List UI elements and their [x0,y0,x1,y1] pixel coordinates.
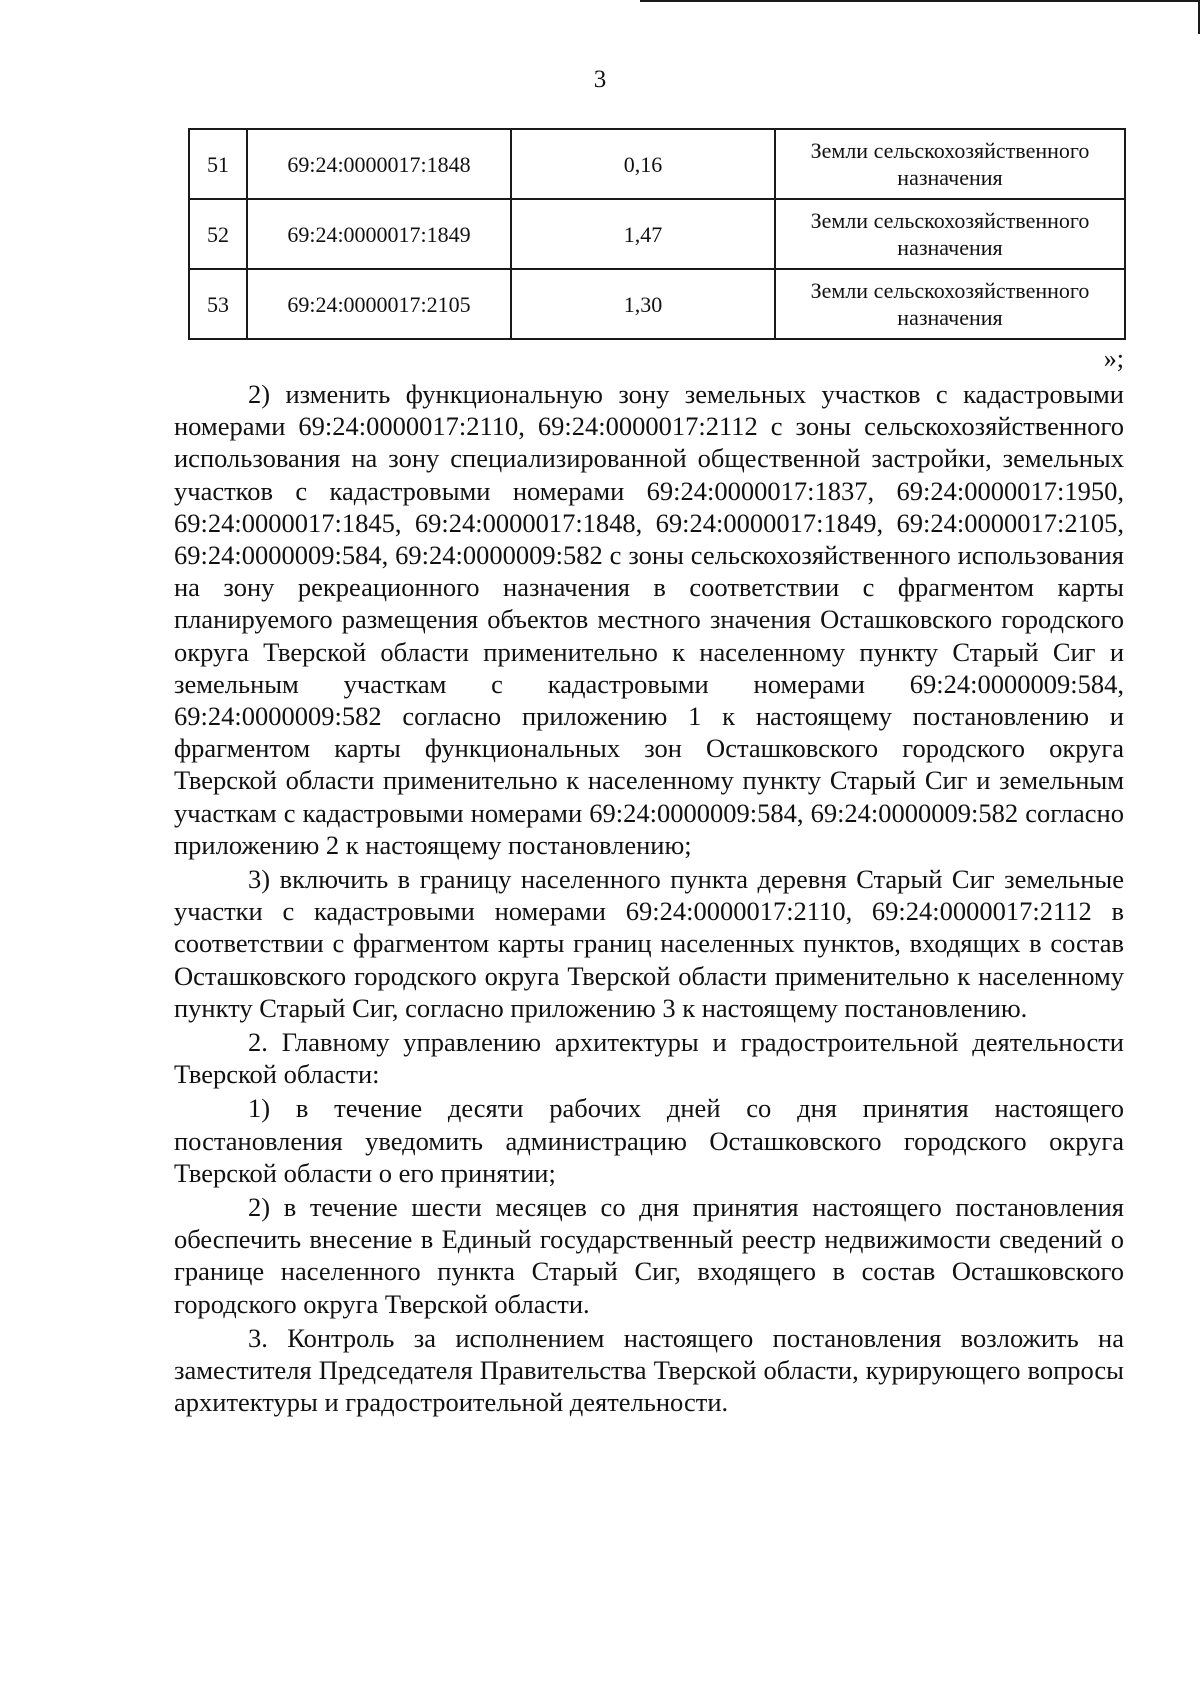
paragraph: 3) включить в границу населенного пункта деревня Старый Сиг земельные участки с кадастровыми номерами 69:24:0000017:2110, 69:24:0000017:2112 в соответствии с фрагментом карты границ населенных пунктов, входящих в состав Осташковского городского округа Тверской области применительно к населенному пункту Старый Сиг, согласно приложению 3 к настоящему постановлению. [174,864,1124,1023]
row-number: 53 [189,269,247,339]
paragraph: 3. Контроль за исполнением настоящего постановления возложить на заместителя Председателя Правительства Тверской области, курирующего вопросы архитектуры и градостроительной деятельности. [174,1322,1124,1418]
land-category: Земли сельскохозяйственного назначения [775,199,1125,269]
paragraph: 2) в течение шести месяцев со дня принятия настоящего постановления обеспечить внесение в Единый государственный реестр недвижимости сведений о границе населенного пункта Старый Сиг, входящего в состав Осташковского городского округа Тверской области. [174,1192,1124,1319]
table-row [189,269,1125,339]
land-category: Земли сельскохозяйственного назначения [775,129,1125,199]
land-category: Земли сельскохозяйственного назначения [775,269,1125,339]
parcels-table [188,128,1126,340]
parcel-area: 0,16 [511,129,775,199]
parcel-area: 1,47 [511,199,775,269]
paragraph: 1) в течение десяти рабочих дней со дня принятия настоящего постановления уведомить администрацию Осташковского городского округа Тверской области о его принятии; [174,1093,1124,1188]
table-row [189,199,1125,269]
table-row [189,129,1125,199]
document-body [174,378,1124,1419]
paragraph: 2) изменить функциональную зону земельных участков с кадастровыми номерами 69:24:0000017:2110, 69:24:0000017:2112 с зоны сельскохозяйственного использования на зону специализированной общественной застройки, земельных участков с кадастровыми номерами 69:24:0000017:1837, 69:24:0000017:1950, 69:24:0000017:1845, 69:24:0000017:1848, 69:24:0000017:1849, 69:24:0000017:2105, 69:24:0000009:584, 69:24:0000009:582 с зоны сельскохозяйственного использования на зону рекреационного назначения в соответствии с фрагментом карты планируемого размещения объектов местного значения Осташковского городского округа Тверской области применительно к населенному пункту Старый Сиг и земельным участкам с кадастровыми номерами 69:24:0000009:584, 69:24:0000009:582 согласно приложению 1 к настоящему постановлению и фрагментом карты функциональных зон Осташковского городского округа Тверской области применительно к населенному пункту Старый Сиг и земельным участкам с кадастровыми номерами 69:24:0000009:584, 69:24:0000009:582 согласно приложению 2 к настоящему постановлению; [174,379,1124,860]
row-number: 51 [189,129,247,199]
cadastral-number: 69:24:0000017:2105 [247,269,511,339]
cadastral-number: 69:24:0000017:1848 [247,129,511,199]
parcel-area: 1,30 [511,269,775,339]
row-number: 52 [189,199,247,269]
page-number: 3 [593,66,607,93]
paragraph: 2. Главному управлению архитектуры и градостроительной деятельности Тверской области: [174,1027,1124,1090]
closing-quote-mark: »; [1103,344,1124,373]
scan-border-top [640,0,1200,2]
cadastral-number: 69:24:0000017:1849 [247,199,511,269]
